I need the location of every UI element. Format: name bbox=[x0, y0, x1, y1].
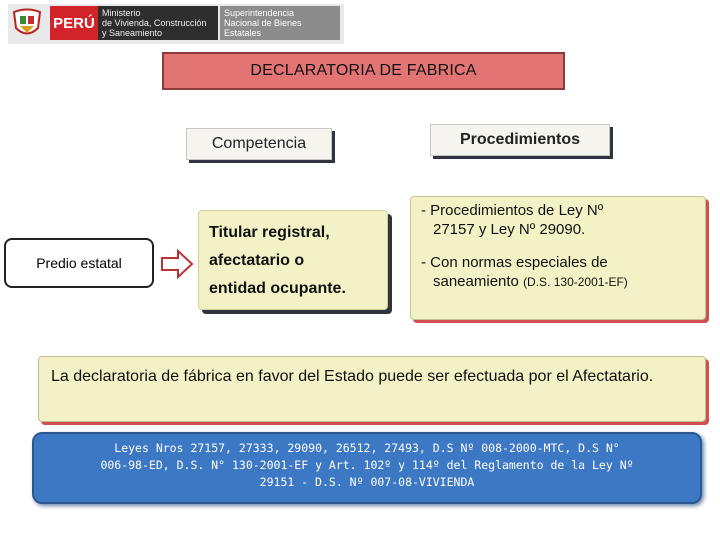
titular-line: Titular registral, bbox=[209, 224, 330, 241]
predio-label: Predio estatal bbox=[36, 255, 122, 271]
peru-logo bbox=[50, 6, 98, 40]
section-procedimientos-label: Procedimientos bbox=[459, 131, 581, 148]
titular-box bbox=[198, 210, 388, 310]
statement-text: La declaratoria de fábrica en favor del Estado puede ser efectuada por el Afectatario. bbox=[51, 368, 654, 385]
slide-title-text: DECLARATORIA DE FABRICA bbox=[250, 62, 477, 79]
ministry-line: de Vivienda, Construcción bbox=[102, 18, 207, 28]
saneamiento-ref: (D.S. 130-2001-EF) bbox=[523, 275, 628, 289]
procedimientos-item: - Con normas especiales de bbox=[421, 254, 608, 271]
ministry-line: Ministerio bbox=[102, 8, 141, 18]
titular-line: entidad ocupante. bbox=[209, 280, 346, 297]
section-procedimientos bbox=[430, 124, 610, 156]
agency-line: Estatales bbox=[224, 28, 262, 38]
predio-estatal-box bbox=[4, 238, 154, 288]
slide-title bbox=[162, 52, 565, 90]
statement-box bbox=[38, 356, 706, 422]
agency-line: Superintendencia bbox=[224, 8, 295, 18]
agency-line: Nacional de Bienes bbox=[224, 18, 302, 28]
laws-box bbox=[32, 432, 702, 504]
ministry-logo bbox=[98, 6, 218, 40]
laws-line: Leyes Nros 27157, 27333, 29090, 26512, 27493, D.S Nº 008-2000-MTC, D.S N° bbox=[114, 441, 620, 455]
titular-line: afectatario o bbox=[209, 252, 305, 269]
procedimientos-item-cont: 27157 y Ley Nº 29090. bbox=[433, 221, 586, 238]
section-competencia bbox=[186, 128, 332, 160]
section-competencia-label: Competencia bbox=[211, 135, 307, 152]
laws-line: 006-98-ED, D.S. N° 130-2001-EF y Art. 102º y 114º del Reglamento de la Ley Nº bbox=[100, 458, 634, 472]
country-label: PERÚ bbox=[53, 14, 95, 32]
coat-of-arms-icon bbox=[10, 6, 44, 40]
procedimientos-item-cont bbox=[421, 272, 695, 292]
saneamiento-text: saneamiento bbox=[433, 273, 524, 290]
procedimientos-item: - Procedimientos de Ley Nº bbox=[421, 202, 604, 219]
arrow-right-icon bbox=[160, 248, 194, 280]
ministry-line: y Saneamiento bbox=[102, 28, 163, 38]
laws-line: 29151 - D.S. Nº 007-08-VIVIENDA bbox=[259, 475, 475, 489]
agency-logo bbox=[220, 6, 340, 40]
procedimientos-box bbox=[410, 196, 706, 320]
